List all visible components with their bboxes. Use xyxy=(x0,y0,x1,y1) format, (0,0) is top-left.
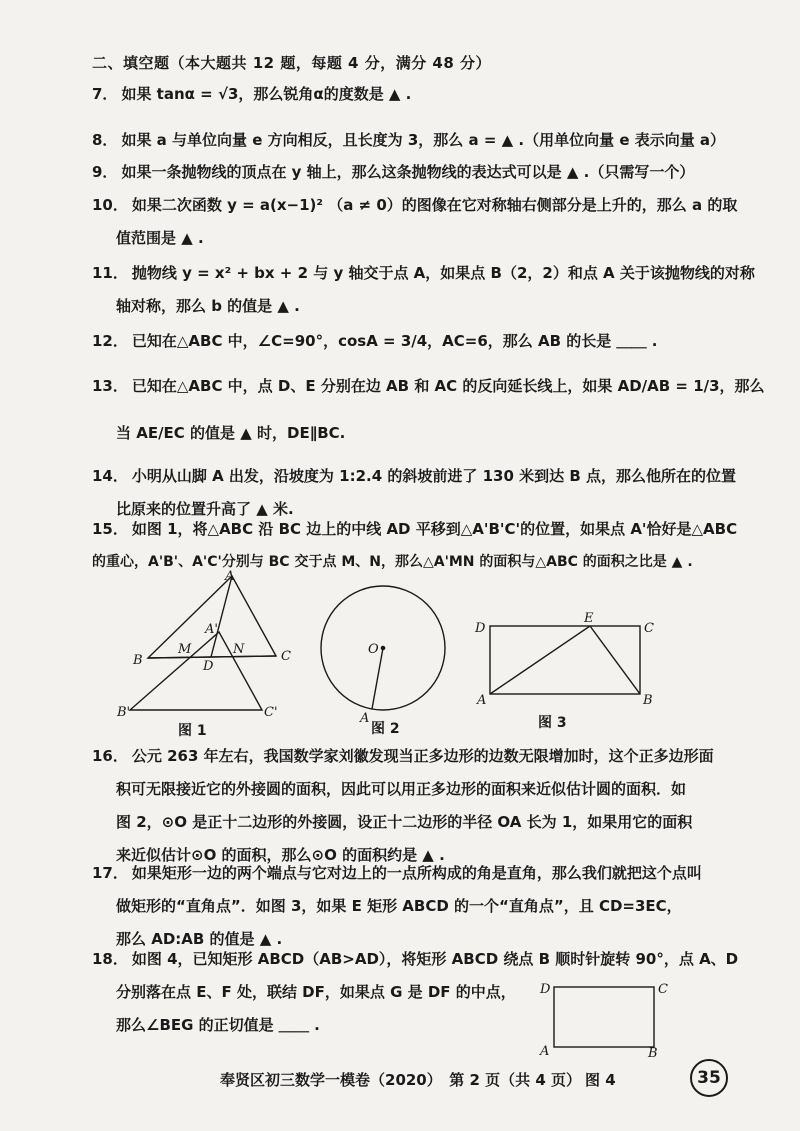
question-9: 9． 如果一条抛物线的顶点在 y 轴上，那么这条抛物线的表达式可以是 ▲ .（只需写一个） xyxy=(92,163,695,181)
fig1-label-b: B xyxy=(133,653,143,668)
fig3-label-e: E xyxy=(584,611,594,626)
median-ad xyxy=(211,576,232,657)
question-18: 18． 如图 4，已知矩形 ABCD（AB>AD），将矩形 ABCD 绕点 B 顺时针旋转 90°，点 A、D 分别落在点 E、F 处，联结 DF，如果点 G 是 DF 的中点， 那么∠BEG 的正切值是 ＿＿ . xyxy=(92,950,739,1034)
question-17: 17． 如果矩形一边的两个端点与它对边上的一点所构成的角是直角，那么我们就把这个点叫 做矩形的“直角点”．如图 3，如果 E 矩形 ABCD 的一个“直角点”，且 CD=3EC， 那么 AD:AB 的值是 ▲ . xyxy=(92,864,702,948)
figure-2 xyxy=(321,586,445,710)
fig1-label-b-prime: B' xyxy=(117,705,131,720)
section-title: 二、填空题（本大题共 12 题，每题 4 分，满分 48 分） xyxy=(92,54,492,72)
question-13: 13． 已知在△ABC 中，点 D、E 分别在边 AB 和 AC 的反向延长线上，如果 AD/AB = 1/3，那么 当 AE/EC 的值是 ▲ 时，DE∥BC. xyxy=(92,377,765,442)
fig1-label-d: D xyxy=(203,659,214,674)
figures-row xyxy=(0,560,800,740)
fig2-label-a: A xyxy=(360,711,370,726)
fig3-label-d: D xyxy=(475,621,486,636)
fig4-label-a: A xyxy=(540,1044,550,1059)
fig2-caption: 图 2 xyxy=(371,721,400,737)
fig2-label-o: O xyxy=(368,642,379,657)
page-badge: 35 xyxy=(690,1059,728,1097)
fig1-label-m: M xyxy=(178,642,192,657)
fig1-label-c: C xyxy=(281,649,291,664)
question-11: 11． 抛物线 y = x² + bx + 2 与 y 轴交于点 A，如果点 B（2，2）和点 A 关于该抛物线的对称 轴对称，那么 b 的值是 ▲ . xyxy=(92,264,755,315)
fig3-caption: 图 3 xyxy=(538,715,567,731)
figure-3 xyxy=(490,626,640,694)
question-15: 15． 如图 1，将△ABC 沿 BC 边上的中线 AD 平移到△A'B'C'的位置，如果点 A'恰好是△ABC 的重心，A'B'、A'C'分别与 BC 交于点 M、N，那么△A'MN 的面积与△ABC 的面积之比是 ▲ . xyxy=(92,520,738,570)
fig1-caption: 图 1 xyxy=(178,723,207,739)
rectangle-abcd-fig4 xyxy=(554,987,654,1047)
question-12: 12． 已知在△ABC 中，∠C=90°，cosA = 3/4，AC=6，那么 AB 的长是 ＿＿ . xyxy=(92,332,658,350)
fig4-label-c: C xyxy=(658,982,668,997)
question-16: 16． 公元 263 年左右，我国数学家刘徽发现当正多边形的边数无限增加时，这个正多边形面 积可无限接近它的外接圆的面积，因此可以用正多边形的面积来近似估计圆的面积．如 图 2，⊙O 是正十二边形的外接圆，设正十二边形的半径 OA 长为 1，如果用它的面积 来近似估计⊙O 的面积，那么⊙O 的面积约是 ▲ . xyxy=(92,747,714,864)
page-footer: 奉贤区初三数学一模卷（2020） 第 2 页（共 4 页） 图 4 xyxy=(220,1071,616,1089)
question-7: 7． 如果 tanα = √3，那么锐角α的度数是 ▲ . xyxy=(92,85,412,103)
radius-oa xyxy=(372,648,383,709)
fig1-label-a-prime: A' xyxy=(205,622,218,637)
rectangle-abcd xyxy=(490,626,640,694)
fig1-label-n: N xyxy=(233,642,245,657)
fig3-label-b: B xyxy=(643,693,653,708)
fig4-label-d: D xyxy=(540,982,551,997)
figure-1 xyxy=(130,576,276,710)
figure-4 xyxy=(530,975,680,1070)
question-14: 14． 小明从山脚 A 出发，沿坡度为 1:2.4 的斜坡前进了 130 米到达 B 点，那么他所在的位置 比原来的位置升高了 ▲ 米. xyxy=(92,467,737,518)
question-10: 10． 如果二次函数 y = a(x−1)² （a ≠ 0）的图像在它对称轴右侧部分是上升的，那么 a 的取 值范围是 ▲ . xyxy=(92,196,738,247)
fig3-label-a: A xyxy=(477,693,487,708)
fig1-label-c-prime: C' xyxy=(264,705,278,720)
fig3-label-c: C xyxy=(644,621,654,636)
fig1-label-a: A xyxy=(225,569,235,584)
fig4-caption: 图 4 xyxy=(585,1071,616,1089)
question-8: 8． 如果 a 与单位向量 e 方向相反，且长度为 3，那么 a = ▲ .（用单位向量 e 表示向量 a） xyxy=(92,131,726,149)
triangle-abc xyxy=(148,576,276,658)
fig4-label-b: B xyxy=(648,1046,658,1061)
